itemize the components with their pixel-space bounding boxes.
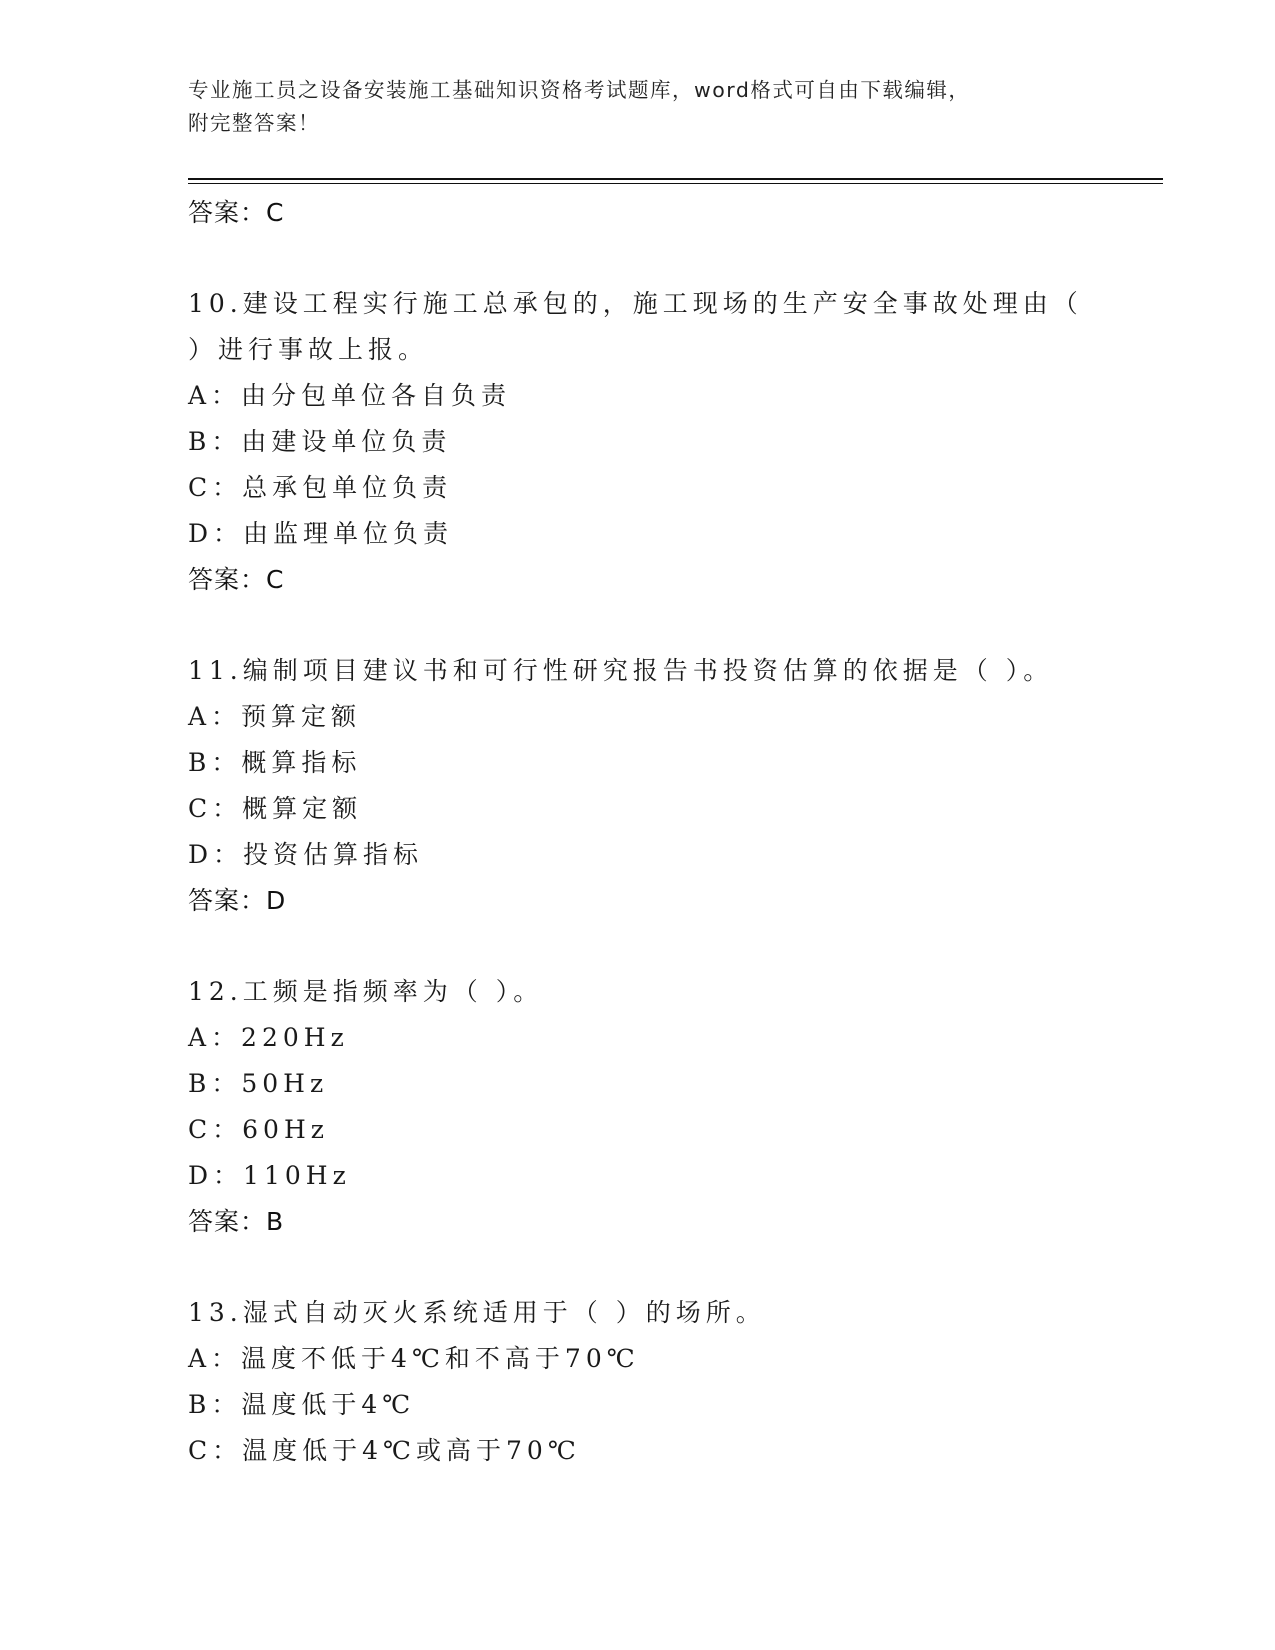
- option-c: C：温度低于4℃或高于70℃: [188, 1436, 581, 1465]
- question-13: [188, 1290, 1163, 1474]
- question-stem: 10.建设工程实行施工总承包的，施工现场的生产安全事故处理由（: [188, 289, 1083, 318]
- question-11: [188, 648, 1163, 924]
- option-a: A：温度不低于4℃和不高于70℃: [188, 1344, 640, 1373]
- spacer: [188, 236, 1163, 281]
- option-a: A：220Hz: [188, 1023, 349, 1052]
- question-stem: 11.编制项目建议书和可行性研究报告书投资估算的依据是（ ）。: [188, 656, 1054, 685]
- question-stem: ）进行事故上报。: [188, 335, 429, 364]
- option-b: B：温度低于4℃: [188, 1390, 416, 1419]
- spacer: [188, 603, 1163, 648]
- spacer: [188, 1245, 1163, 1290]
- option-b: B：概算指标: [188, 748, 362, 777]
- question-stem: 13.湿式自动灭火系统适用于（ ）的场所。: [188, 1298, 766, 1327]
- option-c: C：概算定额: [188, 794, 363, 823]
- option-c: C：总承包单位负责: [188, 473, 453, 502]
- header-line-2: 附完整答案！: [188, 111, 320, 135]
- question-12: [188, 969, 1163, 1245]
- option-b: B：50Hz: [188, 1069, 329, 1098]
- option-c: C：60Hz: [188, 1115, 329, 1144]
- answer-line: 答案：B: [188, 1207, 285, 1236]
- option-d: D：110Hz: [188, 1161, 351, 1190]
- question-list: [188, 190, 1163, 1474]
- option-d: D：由监理单位负责: [188, 519, 454, 548]
- answer-line: 答案：C: [188, 198, 285, 227]
- question-10: [188, 281, 1163, 603]
- answer-line: 答案：C: [188, 565, 285, 594]
- option-a: A：预算定额: [188, 702, 362, 731]
- option-d: D：投资估算指标: [188, 840, 424, 869]
- option-b: B：由建设单位负责: [188, 427, 452, 456]
- question-stem: 12.工频是指频率为（ ）。: [188, 977, 544, 1006]
- header-divider-thick: [188, 178, 1163, 180]
- option-a: A：由分包单位各自负责: [188, 381, 512, 410]
- header-line-1: 专业施工员之设备安装施工基础知识资格考试题库，word格式可自由下载编辑，: [188, 78, 971, 102]
- document-header: [188, 74, 1088, 140]
- spacer: [188, 924, 1163, 969]
- header-divider-thin: [188, 183, 1163, 184]
- answer-line: 答案：D: [188, 886, 287, 915]
